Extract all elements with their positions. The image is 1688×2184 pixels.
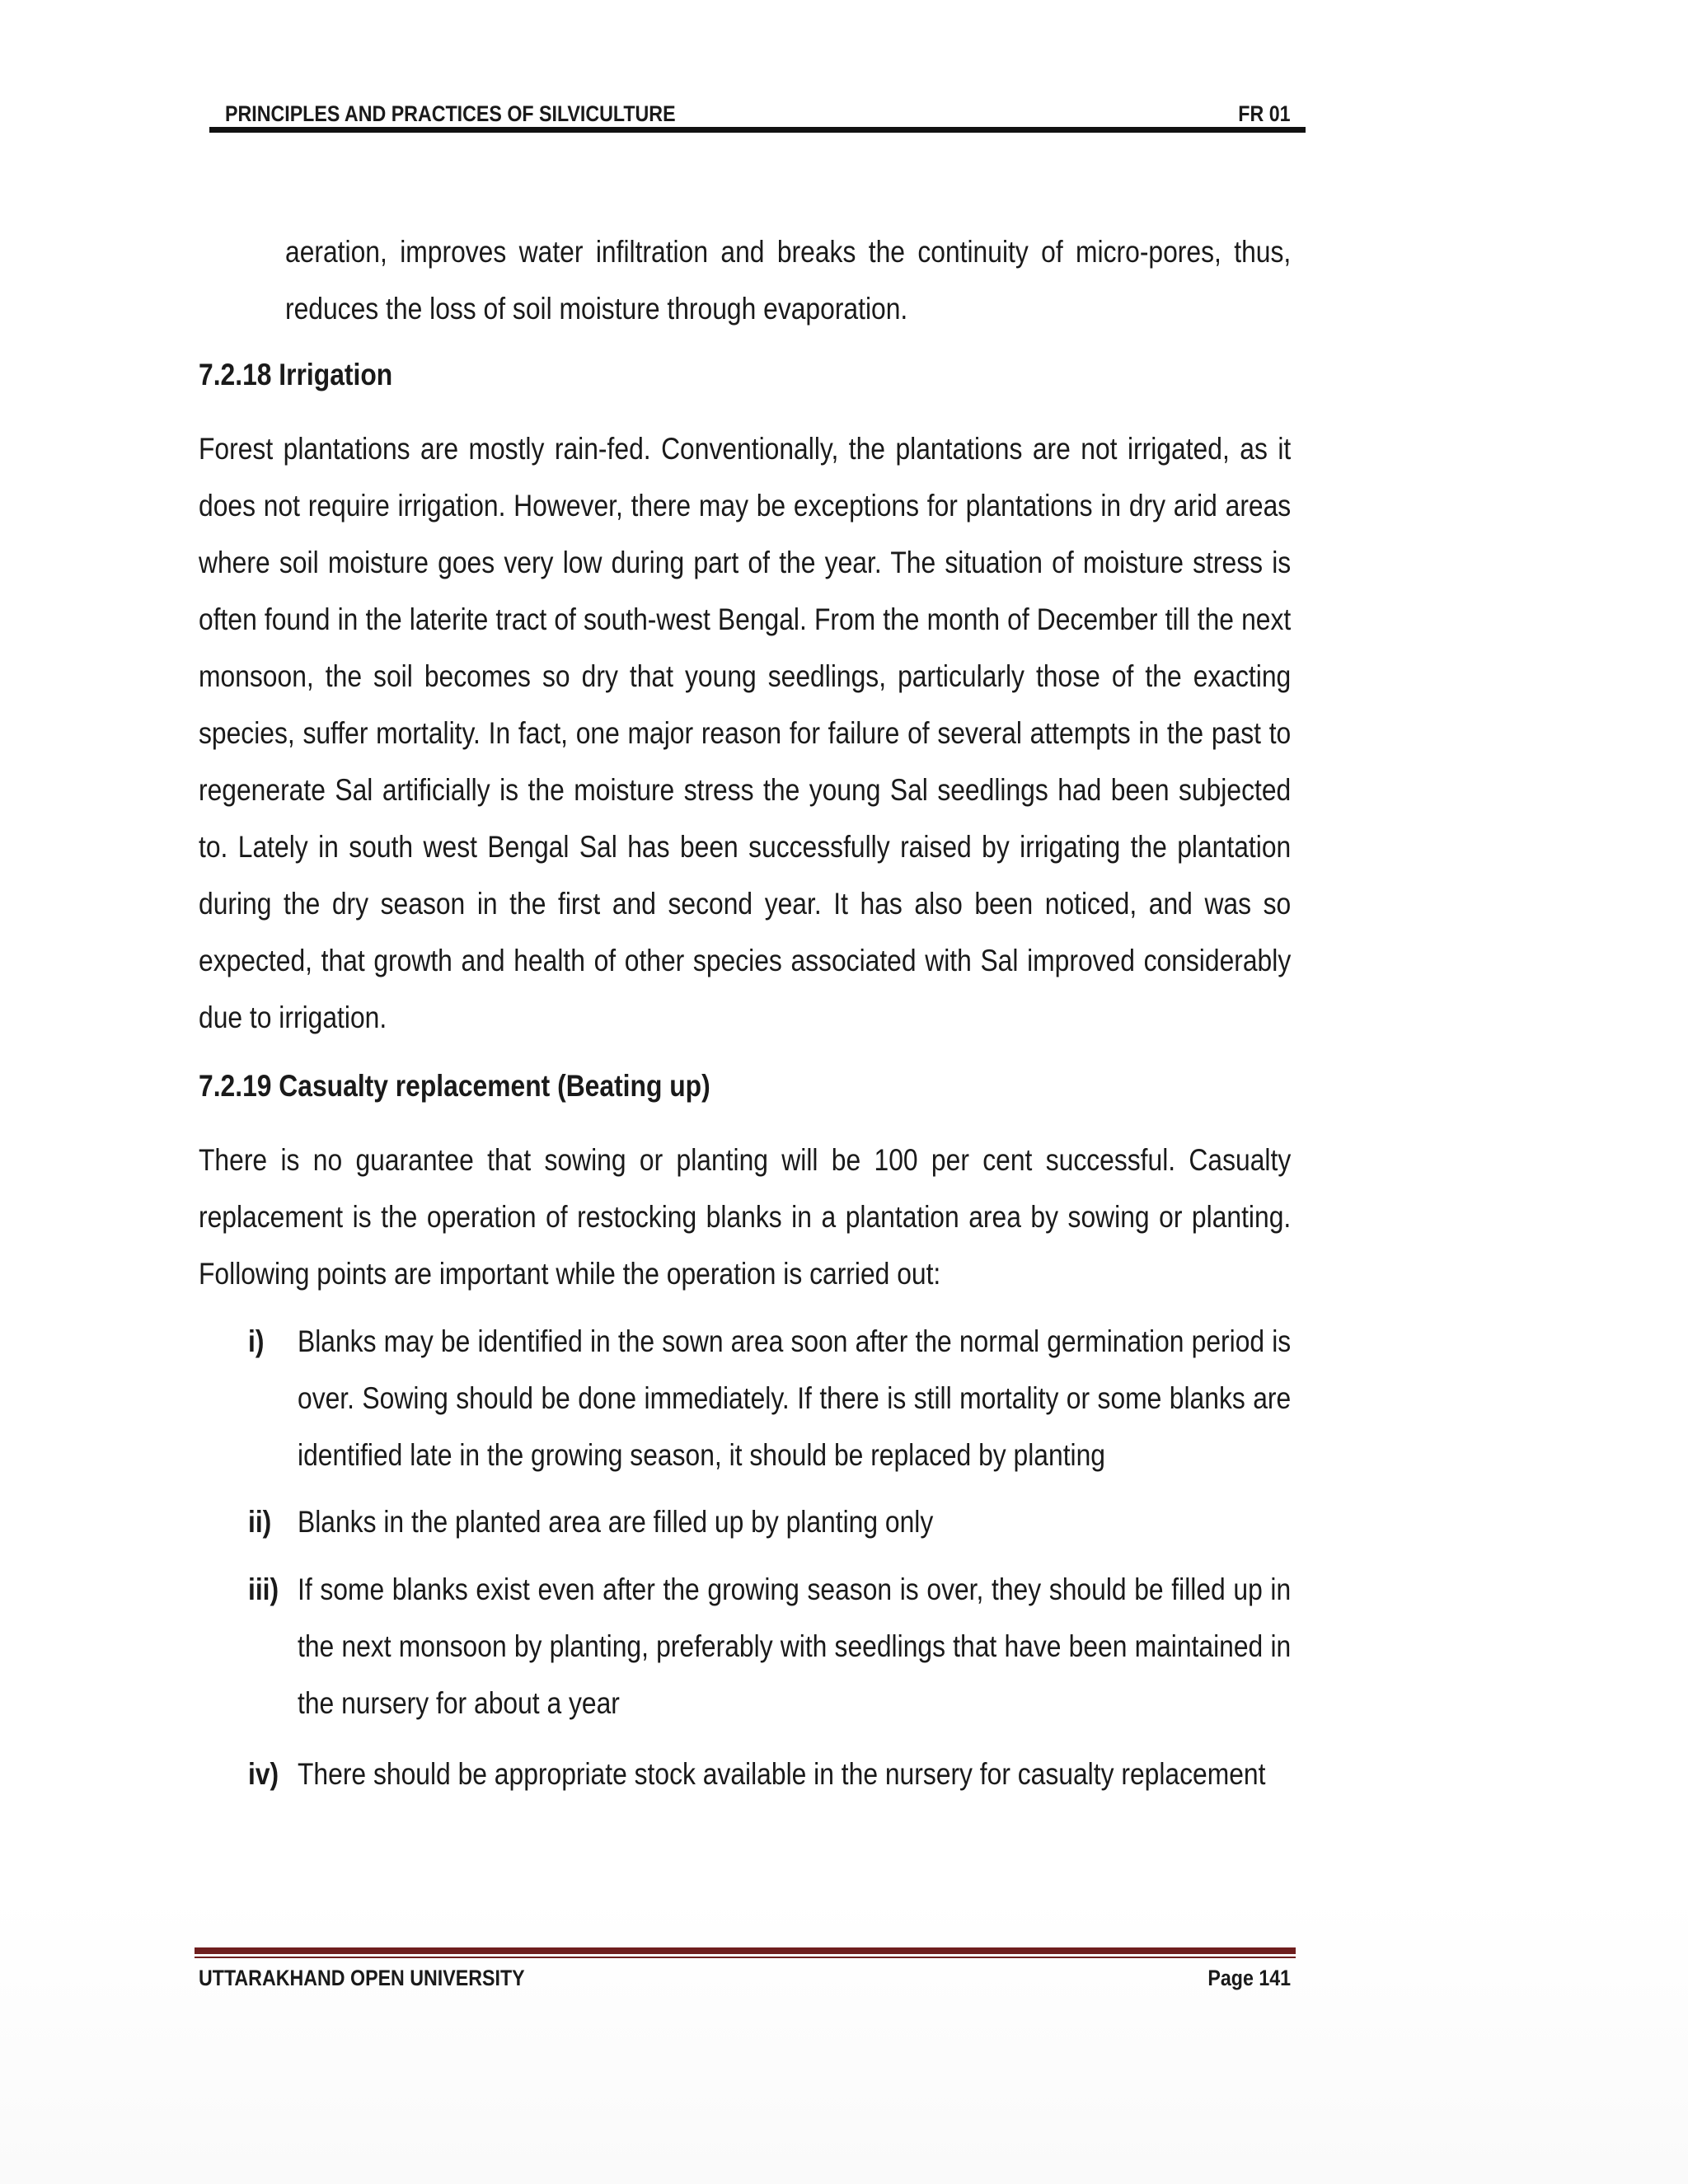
list-marker: i) bbox=[248, 1324, 265, 1358]
continuation-text: aeration, improves water infiltration and breaks the continuity of micro-pores, thus, reduces the loss of soil moisture through evaporation. bbox=[285, 235, 1292, 326]
casualty-paragraph bbox=[199, 1132, 1291, 1302]
header-title: PRINCIPLES AND PRACTICES OF SILVICULTURE bbox=[225, 101, 676, 126]
list-marker: ii) bbox=[248, 1505, 272, 1539]
list-marker: iv) bbox=[248, 1757, 279, 1791]
header-rule bbox=[209, 127, 1306, 133]
continuation-paragraph bbox=[285, 223, 1291, 337]
footer-rule-thin bbox=[195, 1957, 1296, 1958]
section-heading-casualty-text: 7.2.19 Casualty replacement (Beating up) bbox=[199, 1069, 710, 1103]
list-item-text: Blanks may be identified in the sown area soon after the normal germination period is over. Sowing should be done immediately. If there is still mortality or some blanks are identified late in the growing season, it should be replaced by planting bbox=[298, 1324, 1292, 1472]
footer-rule-thick bbox=[195, 1947, 1296, 1954]
list-marker: iii) bbox=[248, 1572, 279, 1606]
list-item-text: There should be appropriate stock available in the nursery for casualty replacement bbox=[298, 1757, 1266, 1791]
list-item-text: If some blanks exist even after the growing season is over, they should be filled up in the next monsoon by planting, preferably with seedlings that have been maintained in the nursery for about a year bbox=[298, 1572, 1292, 1720]
irrigation-paragraph bbox=[199, 420, 1291, 1046]
footer-page-number: Page 141 bbox=[1207, 1966, 1291, 1990]
section-heading-irrigation-text: 7.2.18 Irrigation bbox=[199, 358, 393, 391]
section-heading-casualty bbox=[199, 1066, 794, 1107]
casualty-paragraph-text: There is no guarantee that sowing or planting will be 100 per cent successful. Casualty replacement is the operation of restocking blanks in a plantation area by sowing or planting. Following points are important while the operation is carried out: bbox=[199, 1143, 1292, 1291]
list-item-text: Blanks in the planted area are filled up by planting only bbox=[298, 1505, 934, 1539]
page-header bbox=[225, 99, 1291, 129]
footer-institution: UTTARAKHAND OPEN UNIVERSITY bbox=[199, 1966, 525, 1990]
irrigation-paragraph-text: Forest plantations are mostly rain-fed. Conventionally, the plantations are not irrigated, as it does not require irrigation. However, there may be exceptions for plantations in dry arid areas where soil moisture goes very low during part of the year. The situation of moisture stress is often found in the laterite tract of south-west Bengal. From the month of December till the next monsoon, the soil becomes so dry that young seedlings, particularly those of the exacting species, suffer mortality. In fact, one major reason for failure of several attempts in the past to regenerate Sal artificially is the moisture stress the young Sal seedlings had been subjected to. Lately in south west Bengal Sal has been successfully raised by irrigating the plantation during the dry season in the first and second year. It has also been noticed, and was so expected, that growth and health of other species associated with Sal improved considerably due to irrigation. bbox=[199, 432, 1292, 1034]
section-heading-irrigation bbox=[199, 354, 424, 396]
header-course-code: FR 01 bbox=[1238, 101, 1291, 126]
page-footer bbox=[199, 1963, 1291, 1993]
